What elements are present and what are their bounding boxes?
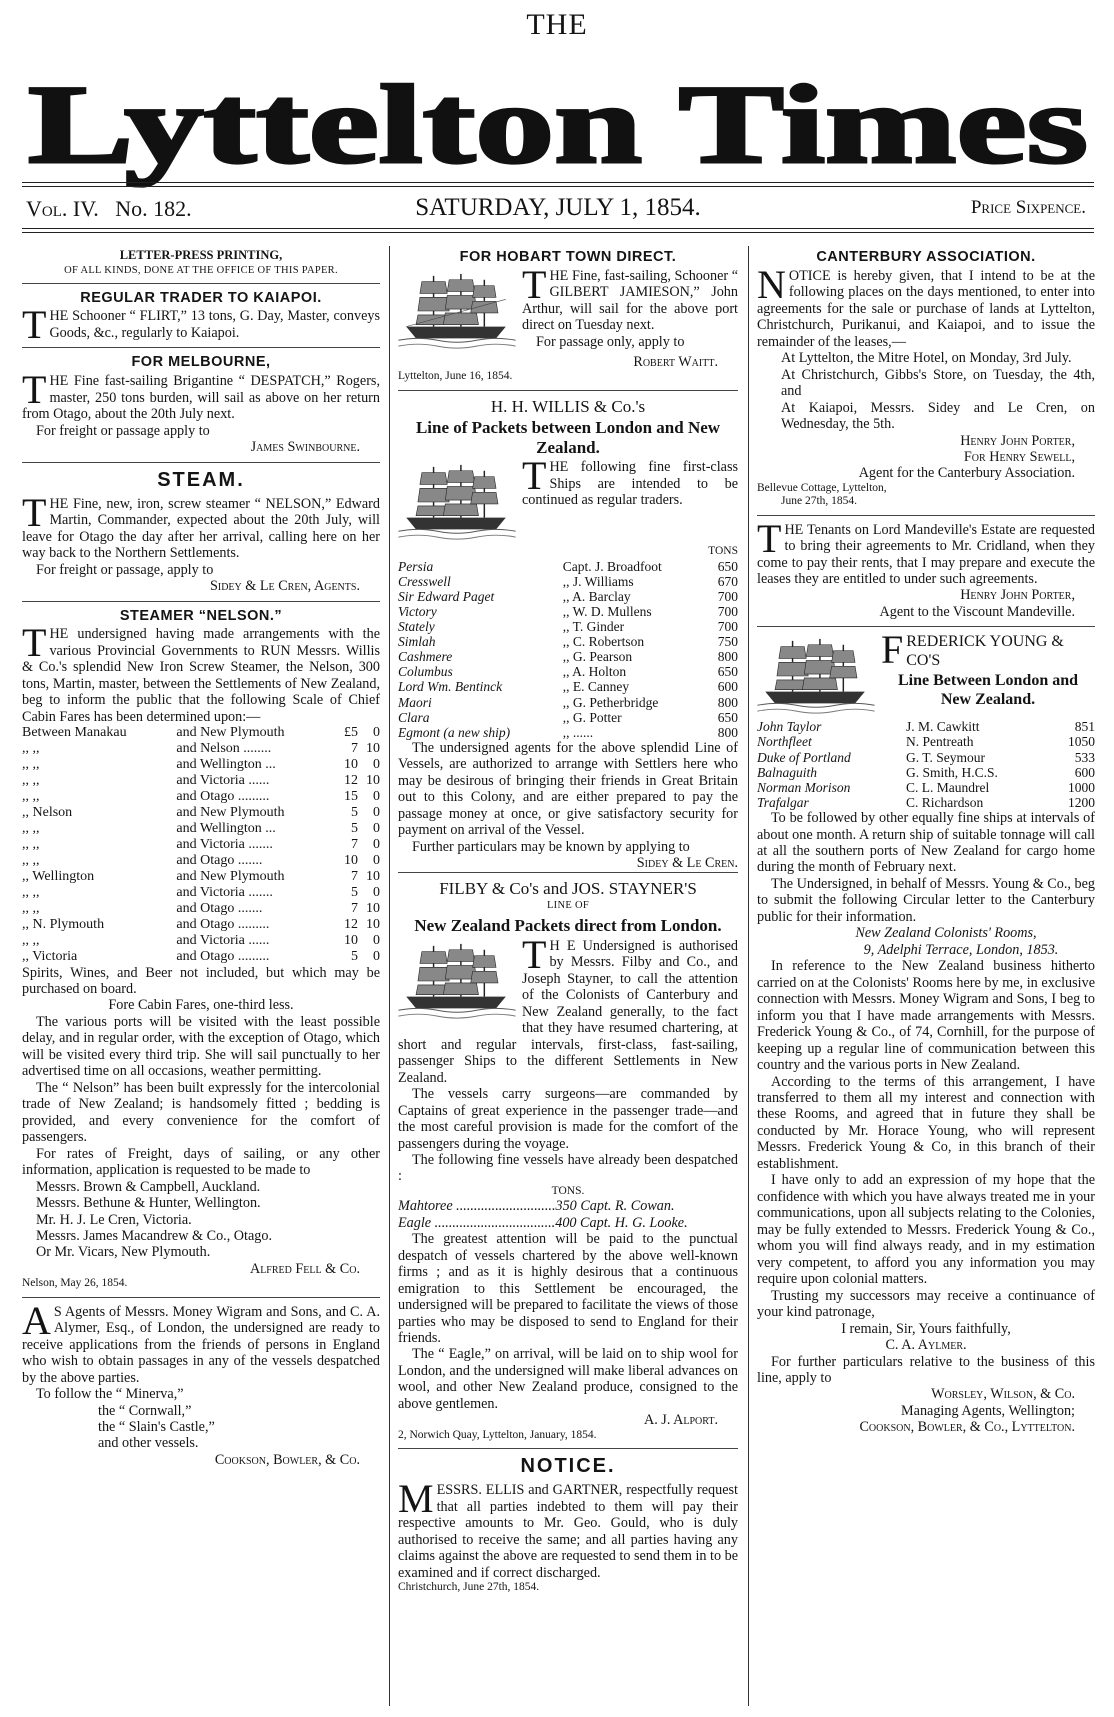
steam-signature: Sidey & Le Cren, Agents.	[209, 578, 360, 595]
divider	[398, 872, 738, 873]
fare-from: ,, Wellington	[22, 868, 95, 884]
canterbury-address: Bellevue Cottage, Lyttelton,	[757, 481, 887, 494]
ship-name: Persia	[398, 558, 434, 574]
ship-tons: 600	[1074, 764, 1095, 780]
fare-shillings: 0	[373, 852, 380, 868]
ship-master: ,, A. Holton	[562, 664, 627, 680]
fare-row	[22, 869, 380, 885]
masthead-title-text: Lyttelton Times	[28, 63, 1088, 187]
fare-row	[22, 789, 380, 805]
fare-pounds: 15	[344, 789, 358, 805]
fare-row	[22, 853, 380, 869]
ship-illustration	[398, 940, 516, 1022]
ship-tons: 800	[717, 694, 738, 710]
follow-ship: the “ Slain's Castle,”	[98, 1419, 215, 1436]
follow-ship: the “ Cornwall,”	[98, 1402, 192, 1419]
divider	[22, 462, 380, 463]
fleet-row	[398, 664, 738, 679]
ship-name: Balnaguith	[757, 764, 817, 780]
fleet-row	[398, 604, 738, 619]
ship-illustration	[757, 635, 875, 717]
fare-row	[22, 837, 380, 853]
ship-tons: 750	[717, 634, 738, 650]
drop-cap: T	[22, 620, 47, 666]
ship-tons: 851	[1074, 719, 1095, 735]
ship-tons: 1050	[1068, 734, 1095, 750]
fare-row	[22, 933, 380, 949]
fares-table	[22, 725, 380, 964]
nelson-date: Nelson, May 26, 1854.	[22, 1277, 128, 1290]
hobart-apply: For passage only, apply to	[536, 333, 685, 350]
canterbury-signature: Henry John Porter,	[960, 432, 1075, 449]
fare-to: and Otago .......	[176, 900, 263, 916]
agent-line: Mr. H. J. Le Cren, Victoria.	[36, 1211, 192, 1228]
ship-tons: 650	[717, 664, 738, 680]
fare-row	[22, 741, 380, 757]
canterbury-place: At Kaiapoi, Messrs. Sidey and Le Cren, on Wednesday, the 5th.	[781, 399, 1095, 433]
fleet-row	[398, 559, 738, 574]
ship-tons: 670	[717, 573, 738, 589]
divider	[757, 515, 1095, 516]
letter-signature: C. A. Aylmer.	[885, 1337, 967, 1354]
canterbury-place: At Lyttelton, the Mitre Hotel, on Monday, 3rd July.	[781, 350, 1072, 367]
volume: Vol. IV.	[26, 196, 99, 221]
ship-master: ,, G. Pearson	[562, 649, 633, 665]
fare-shillings: 10	[366, 916, 380, 932]
ship-icon	[398, 270, 516, 352]
fare-shillings: 10	[366, 868, 380, 884]
built-note: The “ Nelson” has been built expressly for the intercolonial trade of New Zealand; is handsomely fitted ; bedding is provided, and every convenience for the comfort of passengers.	[22, 1079, 380, 1146]
fare-row	[22, 949, 380, 965]
hobart-text: HE Fine, fast-sailing, Schooner “ GILBERT JAMIESON,” John Arthur, will sail for the above port direct on Tuesday next.	[522, 267, 738, 334]
canterbury-place: At Christchurch, Gibbs's Store, on Tuesday, the 4th, and	[781, 366, 1095, 400]
canterbury-address-date: June 27th, 1854.	[781, 495, 858, 508]
fleet-row	[398, 649, 738, 664]
ship-master: Capt. J. Broadfoot	[562, 558, 662, 574]
fare-shillings: 10	[366, 741, 380, 757]
printing-heading: LETTER-PRESS PRINTING,	[119, 248, 283, 262]
ship-master: N. Pentreath	[906, 734, 974, 750]
fare-to: and New Plymouth	[176, 804, 285, 820]
ship-name: Cresswell	[398, 573, 451, 589]
drop-cap: M	[398, 1476, 434, 1522]
fleet-row	[757, 765, 1095, 780]
divider	[757, 626, 1095, 627]
filby-line-of: LINE OF	[546, 900, 590, 912]
ship-name: Victory	[398, 603, 437, 619]
melbourne-text: HE Fine fast-sailing Brigantine “ DESPATCH,” Rogers, master, 250 tons burden, will sail as above on her return from Otago, about the 20th July next.	[22, 373, 380, 423]
agent-line: Messrs. Brown & Campbell, Auckland.	[36, 1178, 261, 1195]
drop-cap: T	[522, 931, 547, 977]
fare-from: ,, ,,	[22, 773, 40, 789]
drop-cap: N	[757, 261, 786, 307]
ship-icon	[757, 635, 875, 717]
divider	[22, 283, 380, 284]
fare-from: ,, ,,	[22, 836, 40, 852]
ship-master: J. M. Cawkitt	[906, 719, 980, 735]
ship-name: Egmont (a new ship)	[398, 724, 511, 740]
further-signature: Managing Agents, Wellington;	[901, 1402, 1075, 1419]
divider	[22, 601, 380, 602]
letter-paragraph: Trusting my successors may receive a continuance of your kind patronage,	[757, 1287, 1095, 1321]
fare-from: ,, Nelson	[22, 804, 73, 820]
fare-row	[22, 901, 380, 917]
steam-text: HE Fine, new, iron, screw steamer “ NELSON,” Edward Martin, Commander, expected about the 20th July, will leave for Otago the day after her arrival, calling here on her way back to the Northern Settlements.	[22, 495, 380, 562]
willis-subheading: Line of Packets between London and New Zealand.	[415, 418, 721, 457]
young-fleet-table	[757, 719, 1095, 810]
fare-to: and Otago .........	[176, 789, 270, 805]
hobart-heading: FOR HOBART TOWN DIRECT.	[459, 249, 677, 265]
fare-shillings: 0	[373, 757, 380, 773]
ship-name: Columbus	[398, 664, 453, 680]
drop-cap: T	[22, 302, 47, 348]
ship-master: ,, E. Canney	[562, 679, 630, 695]
canterbury-signature: For Henry Sewell,	[963, 448, 1075, 465]
fare-shillings: 10	[366, 773, 380, 789]
ship-master: C. Richardson	[906, 794, 984, 810]
fare-row	[22, 757, 380, 773]
drop-cap: T	[22, 367, 47, 413]
fare-from: ,, ,,	[22, 852, 40, 868]
ship-tons: 650	[717, 709, 738, 725]
fare-shillings: 0	[373, 836, 380, 852]
tenants-signature: Henry John Porter,	[960, 587, 1075, 604]
masthead-title	[18, 44, 1098, 194]
fare-shillings: 0	[373, 884, 380, 900]
kaiapoi-text: HE Schooner “ FLIRT,” 13 tons, G. Day, Master, conveys Goods, &c., regularly to Kaiapoi.	[49, 308, 380, 341]
agent-line: Or Mr. Vicars, New Plymouth.	[36, 1244, 211, 1261]
fare-pounds: 7	[351, 836, 358, 852]
ship-master: ,, W. D. Mullens	[562, 603, 652, 619]
melbourne-heading: FOR MELBOURNE,	[131, 354, 271, 371]
divider	[398, 390, 738, 391]
fare-from: ,, ,,	[22, 884, 40, 900]
filby-address: 2, Norwich Quay, Lyttelton, January, 1854.	[398, 1428, 597, 1441]
ship-master: ,, T. Ginder	[562, 619, 625, 635]
ship-master: ,, ......	[562, 724, 594, 740]
willis-body: The undersigned agents for the above splendid Line of Vessels, are authorized to arrange with Settlers here who may be desirous of bringing their friends in Great Britain out to this Colony, and are either prepared to pay the passage money at once, or give satisfactory security for payment on arrival of the Vessel.	[398, 739, 738, 839]
fare-to: and Victoria .......	[176, 836, 273, 852]
steam-heading: STEAM.	[157, 468, 245, 491]
ship-name: Lord Wm. Bentinck	[398, 679, 503, 695]
spirits-note: Spirits, Wines, and Beer not included, but which may be purchased on board.	[22, 964, 380, 997]
melbourne-ad	[22, 367, 380, 423]
willis-further	[398, 838, 738, 872]
follow-ship: and other vessels.	[98, 1435, 199, 1452]
letter-paragraph: According to the terms of this arrangement, I have transferred to them all my interest and connection with these Rooms, and agreed that in future they shall be conducted by Mr. Horace Young, who will represent Messrs. Frederick Young & Co, in this branch of their establishment.	[757, 1073, 1095, 1172]
issue-number: No. 182.	[115, 196, 192, 221]
willis-text: HE following fine first-class Ships are intended to be continued as regular traders.	[522, 459, 738, 509]
masthead-rule-bottom	[22, 228, 1094, 229]
young-subheading: Line Between London and New Zealand.	[897, 672, 1079, 708]
fare-shillings: 0	[373, 932, 380, 948]
fleet-row	[398, 619, 738, 634]
fare-from: ,, Victoria	[22, 948, 78, 964]
fare-shillings: 0	[373, 804, 380, 820]
letter-address: New Zealand Colonists' Rooms,	[855, 925, 1037, 942]
ship-master: ,, A. Barclay	[562, 588, 631, 604]
column-1	[22, 246, 380, 1711]
fare-row	[22, 821, 380, 837]
letter-paragraph: In reference to the New Zealand business hitherto carried on at the Colonists' Rooms here by me, in exclusive connection with Messrs. Money Wigram and Sons, I beg to inform you that I have made arrangements with Messrs. Frederick Young & Co., of 74, Cornhill, for the purpose of keeping up a regular line of communication between this country and the various ports in New Zealand.	[757, 958, 1095, 1074]
ship-tons: 600	[717, 679, 738, 695]
nelson-text: HE undersigned having made arrangements with the various Provincial Governments to RUN Messrs. Willis & Co.'s splendid New Iron Screw Steamer, the Nelson, 300 tons, Martin, master, between the Settlements of New Zealand, beg to inform the public that the following Scale of Chief Cabin Fares has been determined upon:—	[22, 626, 380, 725]
fare-to: and Otago .........	[176, 948, 270, 964]
young-heading-text: REDERICK YOUNG & CO'S	[906, 633, 1064, 669]
fare-row	[22, 805, 380, 821]
filby-ship-line: Eagle ..................................400 Capt. H. G. Looke.	[398, 1214, 688, 1231]
drop-cap: T	[522, 261, 547, 307]
further-signature: Cookson, Bowler, & Co., Lyttelton.	[859, 1419, 1075, 1436]
masthead-the: THE	[526, 8, 588, 41]
ship-tons: 533	[1074, 749, 1095, 765]
willis-heading: H. H. WILLIS & Co.'s	[490, 396, 646, 416]
ship-tons: 1000	[1068, 779, 1095, 795]
fare-from: ,, ,,	[22, 741, 40, 757]
canterbury-ad	[757, 261, 1095, 350]
fleet-row	[398, 725, 738, 740]
fore-cabin-note: Fore Cabin Fares, one-third less.	[108, 997, 294, 1014]
ship-master: ,, C. Robertson	[562, 634, 645, 650]
column-rule-1	[389, 246, 390, 1706]
fare-pounds: 10	[344, 852, 358, 868]
fare-to: and New Plymouth	[176, 868, 285, 884]
issue-price: Price Sixpence.	[970, 197, 1086, 218]
fare-shillings: 0	[373, 789, 380, 805]
filby-heading: FILBY & Co's and JOS. STAYNER'S	[439, 878, 697, 898]
fare-from: ,, ,,	[22, 932, 40, 948]
fare-shillings: 10	[366, 900, 380, 916]
ship-tons: 700	[717, 619, 738, 635]
nelson-signature: Alfred Fell & Co.	[249, 1260, 360, 1277]
fare-row	[22, 917, 380, 933]
ports-note: The various ports will be visited with the least possible delay, and in regular order, with the exception of Otago, which will be visited every third trip. She will sail punctually to her advertised time on all occasions, weather permitting.	[22, 1013, 380, 1080]
notice-heading: NOTICE.	[520, 1455, 616, 1478]
printing-subheading: OF ALL KINDS, DONE AT THE OFFICE OF THIS PAPER.	[64, 264, 338, 276]
wigram-text: S Agents of Messrs. Money Wigram and Sons, and C. A. Alymer, Esq., of London, the undersigned are ready to receive applications from the friends of persons in England who wish to obtain passages in any of the vessels despatched by the above parties.	[22, 1303, 380, 1386]
divider	[398, 1448, 738, 1449]
rates-note: For rates of Freight, days of sailing, or any other information, application is requested to be made to	[22, 1145, 380, 1179]
masthead-rule-top-thin	[22, 186, 1094, 187]
ship-tons: 700	[717, 588, 738, 604]
fleet-row	[757, 780, 1095, 795]
ship-name: Norman Morison	[757, 779, 851, 795]
further-note: For further particulars relative to the business of this line, apply to	[757, 1353, 1095, 1386]
filby-surgeons: The vessels carry surgeons—are commanded by Captains of great experience in the passenger trade—and the most careful provision is made for the comfort of the passengers during the voyage.	[398, 1086, 738, 1152]
letter-closing: I remain, Sir, Yours faithfully,	[841, 1320, 1011, 1337]
filby-attention: The greatest attention will be paid to the punctual despatch of vessels chartered by the above well-known firms ; and as it is highly desirous that a continuous emigration to this Settlement be encouraged, the undersigned will be prepared to facilitate the views of those parties who may be disposed to send to England for their friends.	[398, 1231, 738, 1347]
fleet-row	[757, 750, 1095, 765]
fare-pounds: 7	[351, 868, 358, 884]
filby-following: The following fine vessels have already been despatched :	[398, 1152, 738, 1185]
ship-illustration	[398, 461, 516, 543]
letter-address: 9, Adelphi Terrace, London, 1853.	[863, 941, 1059, 958]
ship-tons: 1200	[1068, 794, 1095, 810]
drop-cap: A	[22, 1297, 51, 1343]
masthead-rule-top	[22, 182, 1094, 183]
agent-line: Messrs. James Macandrew & Co., Otago.	[36, 1228, 273, 1244]
fare-pounds: 7	[351, 900, 358, 916]
column-2	[398, 246, 738, 1711]
divider	[22, 1297, 380, 1298]
dateline	[26, 192, 1090, 228]
fleet-row	[398, 710, 738, 725]
fare-to: and Nelson ........	[176, 741, 272, 757]
fare-pounds: 10	[344, 932, 358, 948]
masthead-rule-bottom-thin	[22, 232, 1094, 233]
fare-to: and Wellington ...	[176, 820, 276, 836]
fare-pounds: 7	[351, 741, 358, 757]
fare-to: and Otago .......	[176, 852, 263, 868]
fare-row	[22, 773, 380, 789]
ship-name: Simlah	[398, 634, 436, 650]
nelson-heading: STEAMER “NELSON.”	[119, 607, 283, 624]
ship-master: ,, G. Petherbridge	[562, 694, 659, 710]
ship-name: John Taylor	[757, 719, 822, 735]
fare-pounds: 5	[351, 948, 358, 964]
fare-shillings: 0	[373, 948, 380, 964]
fare-to: and New Plymouth	[176, 725, 285, 741]
canterbury-signature: Agent for the Canterbury Association.	[858, 465, 1075, 482]
ship-name: Maori	[398, 694, 432, 710]
steam-ad	[22, 489, 380, 562]
ship-name: Cashmere	[398, 649, 453, 665]
tenants-signature: Agent to the Viscount Mandeville.	[879, 603, 1075, 620]
willis-fleet-table	[398, 559, 738, 740]
wigram-signature: Cookson, Bowler, & Co.	[214, 1451, 360, 1468]
ship-name: Clara	[398, 709, 430, 725]
fare-from: ,, ,,	[22, 820, 40, 836]
fare-pounds: 5	[351, 884, 358, 900]
young-circular: The Undersigned, in behalf of Messrs. Young & Co., beg to submit the following Circular letter to the Canterbury public for their information.	[757, 875, 1095, 925]
ship-master: C. L. Maundrel	[906, 779, 990, 795]
melbourne-freight: For freight or passage apply to	[36, 422, 210, 439]
column-rule-2	[748, 246, 749, 1706]
fleet-row	[398, 574, 738, 589]
ship-name: Stately	[398, 619, 435, 635]
ship-tons: 700	[717, 603, 738, 619]
ship-icon	[398, 461, 516, 543]
fare-row	[22, 725, 380, 741]
fleet-row	[398, 679, 738, 694]
divider	[22, 347, 380, 348]
drop-cap: T	[22, 489, 47, 535]
drop-cap: T	[757, 515, 782, 561]
tenants-text: HE Tenants on Lord Mandeville's Estate are requested to bring their agreements to Mr. Cridland, when they come to pay their rents, that I may prepare and execute the leases they are entitled to under such agreements.	[757, 521, 1095, 587]
ship-tons: 800	[717, 724, 738, 740]
fare-to: and Victoria .......	[176, 884, 273, 900]
hobart-date: Lyttelton, June 16, 1854.	[398, 370, 513, 383]
further-signature: Worsley, Wilson, & Co.	[931, 1386, 1075, 1403]
ship-name: Duke of Portland	[757, 749, 851, 765]
canterbury-text: OTICE is hereby given, that I intend to be at the following places on the days mentioned, to enter into agreements for the sale or purchase of lands at Lyttelton, Christchurch, Purikanui, and Kaiapoi, and to issue the remainder of the leases,—	[757, 267, 1095, 350]
fare-to: and Wellington ...	[176, 757, 276, 773]
fleet-row	[398, 695, 738, 710]
canterbury-heading: CANTERBURY ASSOCIATION.	[816, 249, 1036, 265]
filby-signature: A. J. Alport.	[643, 1412, 718, 1429]
filby-eagle: The “ Eagle,” on arrival, will be laid on to ship wool for London, and the undersigned will make liberal advances on wool, and other New Zealand produce, consigned to the above gentlemen.	[398, 1346, 738, 1412]
follow-note: To follow the “ Minerva,”	[36, 1386, 184, 1403]
melbourne-signature: James Swinbourne.	[250, 439, 360, 456]
fare-pounds: 10	[344, 757, 358, 773]
fleet-row	[398, 634, 738, 649]
fare-pounds: 12	[344, 916, 358, 932]
fare-from: ,, ,,	[22, 757, 40, 773]
ship-master: G. T. Seymour	[906, 749, 985, 765]
young-followed: To be followed by other equally fine ships at intervals of about one month. A return ship of suitable tonnage will call at all the southern ports of New Zealand for cargo home during the month of February next.	[757, 810, 1095, 876]
filby-ship-line: Mahtoree ............................350 Capt. R. Cowan.	[398, 1198, 675, 1215]
issue-date: SATURDAY, JULY 1, 1854.	[415, 194, 701, 221]
notice-text: ESSRS. ELLIS and GARTNER, respectfully request that all parties indebted to them will pay their respective amounts to Mr. Geo. Gould, who is duly authorised to receive the same; and all parties having any claims against the above are requested to send them in to be examined and if correct discharged.	[398, 1482, 738, 1581]
filby-subheading: New Zealand Packets direct from London.	[414, 916, 722, 936]
fare-to: and Otago .........	[176, 916, 270, 932]
ship-tons: 650	[717, 558, 738, 574]
ship-name: Sir Edward Paget	[398, 588, 495, 604]
fare-from: ,, N. Plymouth	[22, 916, 105, 932]
ship-tons: 800	[717, 649, 738, 665]
fare-to: and Victoria ......	[176, 932, 270, 948]
ship-master: ,, J. Williams	[562, 573, 634, 589]
fare-pounds: 5	[351, 804, 358, 820]
notice-ad	[398, 1476, 738, 1581]
steam-freight: For freight or passage, apply to	[36, 561, 214, 578]
fare-pounds: 12	[344, 773, 358, 789]
column-3	[757, 246, 1095, 1711]
letter-paragraph: I have only to add an expression of my hope that the confidence with which you have always treated me in your communications, upon all subjects relating to the Colonies, may be fully extended to Messrs. Frederick Young & Co., whom you will find always ready, and in my estimation very competent, to afford you any information you may require upon colonial matters.	[757, 1172, 1095, 1288]
willis-further-text: Further particulars may be known by applying to	[412, 838, 690, 855]
notice-date: Christchurch, June 27th, 1854.	[398, 1581, 540, 1594]
ship-master: G. Smith, H.C.S.	[906, 764, 998, 780]
filby-tons-label: TONS.	[551, 1184, 585, 1197]
ship-master: ,, G. Potter	[562, 709, 622, 725]
fleet-row	[398, 589, 738, 604]
ship-illustration	[398, 270, 516, 352]
fleet-row	[757, 795, 1095, 810]
wigram-ad	[22, 1297, 380, 1386]
fare-pounds: £5	[344, 725, 358, 741]
fleet-row	[757, 719, 1095, 734]
fare-row	[22, 885, 380, 901]
hobart-signature: Robert Waitt.	[633, 353, 718, 370]
willis-signature: Sidey & Le Cren.	[636, 855, 738, 872]
drop-cap: F	[881, 627, 904, 673]
kaiapoi-heading: REGULAR TRADER TO KAIAPOI.	[80, 289, 322, 306]
ship-icon	[398, 940, 516, 1022]
fare-pounds: 5	[351, 820, 358, 836]
fleet-row	[757, 734, 1095, 749]
fare-from: ,, ,,	[22, 789, 40, 805]
tons-label: TONS	[708, 545, 738, 558]
fare-from: Between Manakau	[22, 725, 127, 741]
agents-list	[22, 1179, 380, 1261]
agent-line: Messrs. Bethune & Hunter, Wellington.	[36, 1195, 261, 1212]
fare-from: ,, ,,	[22, 900, 40, 916]
filby-text: H E Undersigned is authorised by Messrs. Filby and Co., and Joseph Stayner, to call the attention of the Colonists of Canterbury and New Zealand generally, to the fact that they have resumed chartering, at short and regular intervals, first-class, fast-sailing, passenger Ships to the different Settlements in New Zealand.	[398, 937, 738, 1086]
fare-to: and Victoria ......	[176, 773, 270, 789]
drop-cap: T	[522, 453, 547, 499]
ship-name: Northfleet	[757, 734, 812, 750]
nelson-ad	[22, 620, 380, 725]
fare-shillings: 0	[373, 820, 380, 836]
tenants-ad	[757, 515, 1095, 588]
kaiapoi-ad	[22, 302, 380, 348]
fare-shillings: 0	[373, 725, 380, 741]
ship-name: Trafalgar	[757, 794, 809, 810]
